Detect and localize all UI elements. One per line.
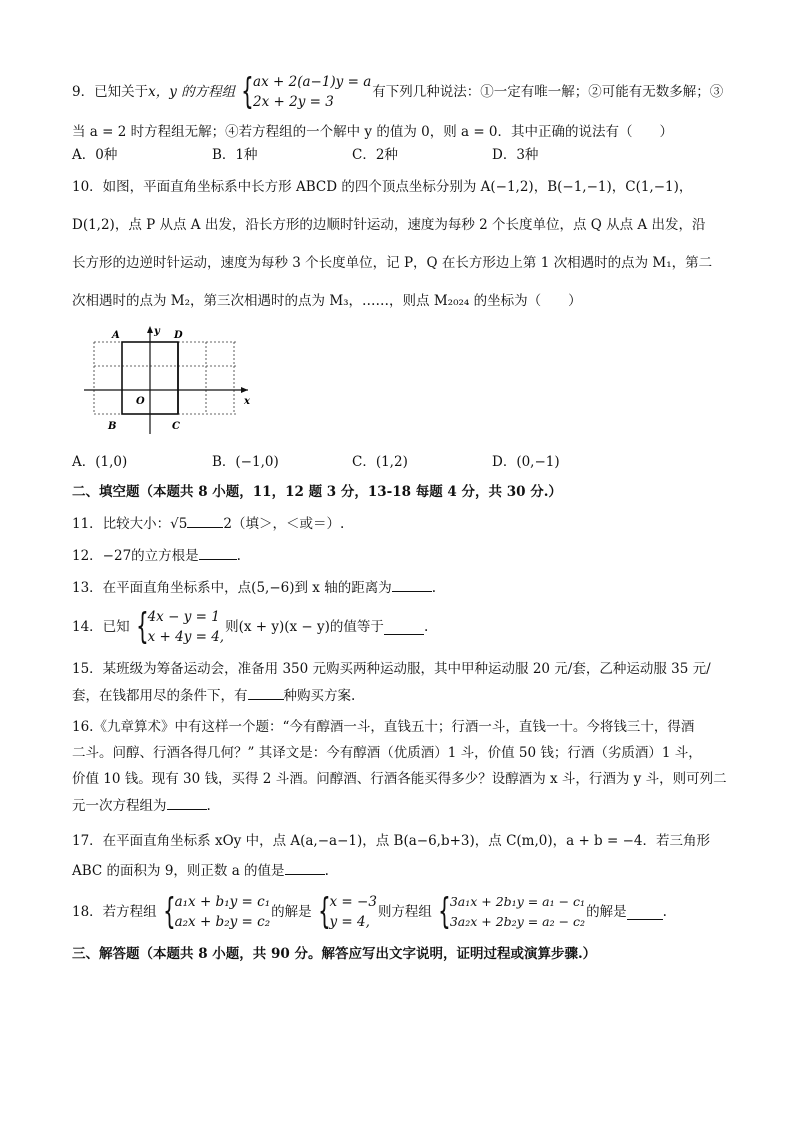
q16-line1: 16.《九章算术》中有这样一个题：“今有醇酒一斗，直钱五十；行酒一斗，直钱一十。今将钱三十，得酒 <box>72 719 695 735</box>
q9-eq1: ax + 2(a−1)y = a <box>253 74 372 90</box>
q11-text-a: 11．比较大小：√5 <box>72 516 188 532</box>
label-c: C <box>172 421 180 432</box>
q16-line2: 二斗。问醇、行酒各得几何？” 其译文是：今有醇酒（优质酒）1 斗，价值 50 钱；行酒（劣质酒）1 斗， <box>72 745 702 761</box>
label-d: D <box>174 330 183 341</box>
q9-eq2: 2x + 2y = 3 <box>253 94 334 110</box>
q9-options <box>72 143 632 163</box>
q18-text-d: 的解是 <box>586 903 627 920</box>
label-y: y <box>154 326 160 337</box>
q10-option-d[interactable]: D．(0,−1) <box>492 454 560 470</box>
q18-s3-eq1: 3a₁x + 2b₁y = a₁ − c₁ <box>449 894 586 909</box>
q18-text-a: 18．若方程组 <box>72 903 157 920</box>
q14-text-c: . <box>423 618 429 635</box>
q9-line1 <box>72 70 732 114</box>
q18-system3: { 3a₁x + 2b₁y = a₁ − c₁ 3a₂x + 2b₂y = a₂ − c₂ <box>438 891 586 932</box>
q14-text-b: 则(x + y)(x − y)的值等于 <box>225 618 384 635</box>
q10-line2: D(1,2)，点 P 从点 A 出发，沿长方形的边顺时针运动，速度为每秒 2 个长度单位，点 Q 从点 A 出发，沿 <box>72 217 706 233</box>
q13-text-a: 13．在平面直角坐标系中，点(5,−6)到 x 轴的距离为 <box>72 580 392 596</box>
q9-option-a[interactable]: A．0种 <box>72 147 118 163</box>
q9-option-d[interactable]: D．3种 <box>492 147 539 163</box>
q17-line1: 17．在平面直角坐标系 xOy 中，点 A(a,−a−1)，点 B(a−6,b+3)，点 C(m,0)，a + b = −4．若三角形 <box>72 833 710 849</box>
q15-text-b: 种购买方案. <box>283 688 356 704</box>
q10-grid-figure <box>76 322 256 440</box>
q9-suffix: 有下列几种说法：①一定有唯一解；②可能有无数多解；③ <box>372 83 724 100</box>
q11-blank[interactable] <box>187 513 223 528</box>
section2-heading: 二、填空题（本题共 8 小题，11，12 题 3 分，13-18 每题 4 分，共 30 分.） <box>72 484 562 500</box>
q13-text-b: . <box>431 580 436 596</box>
q15-text-a: 套，在钱都用尽的条件下，有 <box>72 688 248 704</box>
q12-text-a: 12．−27的立方根是 <box>72 548 199 564</box>
q12 <box>72 545 732 567</box>
q18-text-c: 则方程组 <box>377 903 432 920</box>
q12-blank[interactable] <box>199 545 237 560</box>
q13 <box>72 577 732 599</box>
q9-option-b[interactable]: B．1种 <box>212 147 258 163</box>
q18-s2-eq1: x = −3 <box>329 894 377 910</box>
q18-system1: { a₁x + b₁y = c₁ a₂x + b₂y = c₂ <box>162 891 271 932</box>
q18-text-e: . <box>662 903 667 920</box>
q17-line2 <box>72 860 732 882</box>
q9-line2: 当 a = 2 时方程组无解；④若方程组的一个解中 y 的值为 0，则 a = 0．其中正确的说法有（ ） <box>72 124 674 140</box>
q14 <box>72 605 732 649</box>
q9-option-c[interactable]: C．2种 <box>352 147 398 163</box>
q14-system: { 4x − y = 1 x + 4y = 4, <box>135 606 225 647</box>
q18-s3-eq2: 3a₂x + 2b₂y = a₂ − c₂ <box>449 914 586 929</box>
q16-text-b: . <box>206 798 211 814</box>
q18 <box>72 890 732 934</box>
q10-line4: 次相遇时的点为 M₂，第三次相遇时的点为 M₃，……，则点 M₂₀₂₄ 的坐标为（ ） <box>72 293 582 309</box>
q16-blank[interactable] <box>167 795 207 810</box>
q14-text-a: 14．已知 <box>72 618 130 635</box>
q11-text-b: 2（填＞，＜或＝）. <box>223 516 345 532</box>
q18-blank[interactable] <box>627 905 663 920</box>
q17-blank[interactable] <box>285 860 325 875</box>
q18-system2: { x = −3 y = 4, <box>317 891 377 932</box>
label-o: O <box>136 396 145 407</box>
q10-option-c[interactable]: C．(1,2) <box>352 454 408 470</box>
q10-options <box>72 450 632 470</box>
q9-vars: x，y 的方程组 <box>148 83 236 100</box>
q18-text-b: 的解是 <box>271 903 312 920</box>
label-b: B <box>108 421 117 432</box>
q15-line1: 15．某班级为筹备运动会，准备用 350 元购买两种运动服，其中甲种运动服 20 元/套，乙种运动服 35 元/ <box>72 661 711 677</box>
label-a: A <box>112 330 120 341</box>
q16-line4 <box>72 795 732 817</box>
q10-option-a[interactable]: A．(1,0) <box>72 454 128 470</box>
q10-option-b[interactable]: B．(−1,0) <box>212 454 279 470</box>
q14-eq2: x + 4y = 4, <box>147 629 225 645</box>
label-x: x <box>244 396 250 407</box>
q9-system: { ax + 2(a−1)y = a 2x + 2y = 3 <box>241 71 372 112</box>
q17-text-a: ABC 的面积为 9，则正数 a 的值是 <box>72 863 285 879</box>
section3-heading: 三、解答题（本题共 8 小题，共 90 分。解答应写出文字说明，证明过程或演算步骤.） <box>72 946 597 962</box>
q18-s1-eq1: a₁x + b₁y = c₁ <box>174 894 271 910</box>
q14-blank[interactable] <box>384 620 424 635</box>
q18-s2-eq2: y = 4, <box>329 914 370 930</box>
q13-blank[interactable] <box>392 577 432 592</box>
q16-line3: 价值 10 钱。现有 30 钱，买得 2 斗酒。问醇酒、行酒各能买得多少？设醇酒为 x 斗，行酒为 y 斗，则可列二 <box>72 771 727 787</box>
q12-text-b: . <box>236 548 241 564</box>
q15-blank[interactable] <box>248 685 284 700</box>
q11 <box>72 513 732 535</box>
q10-line1: 10．如图，平面直角坐标系中长方形 ABCD 的四个顶点坐标分别为 A(−1,2)，B(−1,−1)，C(1,−1)， <box>72 179 693 195</box>
q9-prefix: 9．已知关于 <box>72 83 149 100</box>
q16-text-a: 元一次方程组为 <box>72 798 167 814</box>
exam-page <box>72 70 732 965</box>
q14-eq1: 4x − y = 1 <box>147 609 220 625</box>
q18-s1-eq2: a₂x + b₂y = c₂ <box>174 914 271 930</box>
q17-text-b: . <box>324 863 329 879</box>
q15-line2 <box>72 685 732 707</box>
q10-line3: 长方形的边逆时针运动，速度为每秒 3 个长度单位，记 P，Q 在长方形边上第 1 次相遇时的点为 M₁，第二 <box>72 255 713 271</box>
